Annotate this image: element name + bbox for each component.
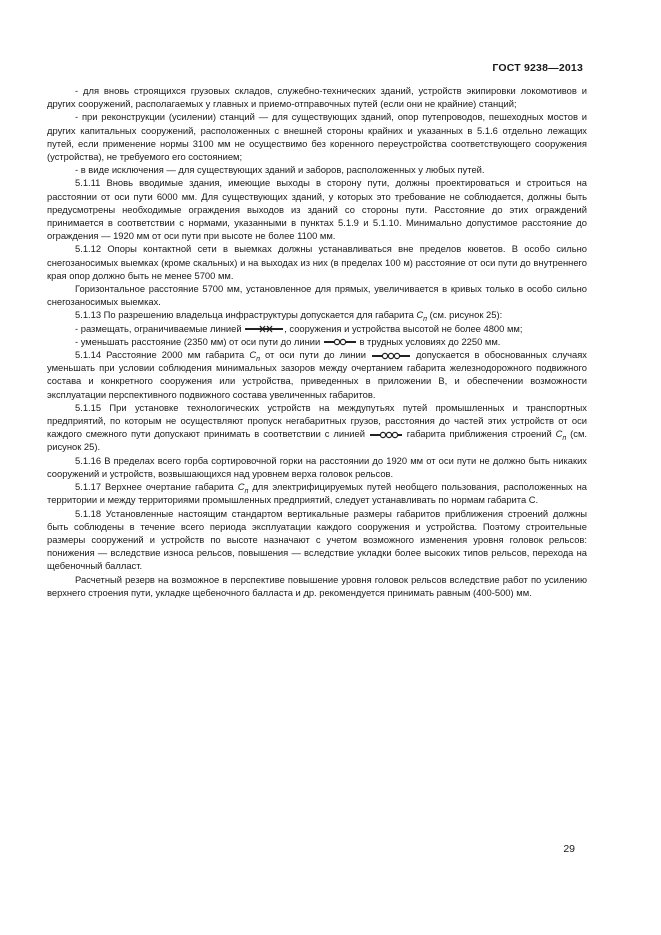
text-span: - размещать, ограничиваемые линией (75, 322, 245, 334)
line-circle-marker-icon (324, 338, 356, 346)
paragraph: - для вновь строящихся грузовых складов, служебно-технических зданий, устройств экипировки локомотивов и других сооружений, располагаемых у главных и приемо-отправочных путей (если они не крайние) станций; (47, 85, 587, 110)
paragraph: 5.1.11 Вновь вводимые здания, имеющие выходы в сторону пути, должны проектироваться и строиться на расстоянии от оси пути 6000 мм. Для существующих зданий, у которых это требование не соблюдается, должны быть предусмотрены необходимые ограждения выходов из зданий со стороны пути. Расстояние до этих ограждений принимается в соответствии с нормами, указанными в пунктах 5.1.9 и 5.1.10. Минимально допустимое расстояние до ограждения — 1920 мм от оси пути при высоте не более 1100 мм. (47, 177, 587, 242)
document-body (47, 84, 587, 599)
line-circle-marker-icon (372, 352, 410, 360)
gabarit-symbol: $С_п$ (249, 349, 260, 363)
text-span: , сооружения и устройства высотой не более 4800 мм; (284, 322, 523, 334)
paragraph (47, 348, 587, 401)
paragraph: Расчетный резерв на возможное в перспективе повышение уровня головок рельсов вследствие работ по усилению верхнего строения пути, укладке щебеночного балласта и др. рекомендуется принимать равным (400-500) мм. (47, 573, 587, 598)
text-span: в трудных условиях до 2250 мм. (356, 335, 501, 347)
gabarit-symbol: $С_п$ (555, 428, 567, 443)
text-span: (см. рисунок 25). (47, 428, 588, 453)
document-header: ГОСТ 9238—2013 (492, 62, 583, 74)
paragraph (47, 335, 587, 348)
text-span: - уменьшать расстояние (2350 мм) от оси пути до линии (75, 335, 323, 347)
page-number: 29 (563, 843, 575, 855)
text-span: 5.1.14 Расстояние 2000 мм габарита (75, 349, 250, 361)
text-span: 5.1.15 При установке технологических устройств на междупутьях путей промышленных и транспортных предприятий, по которым не осуществляют пропуск негабаритных грузов, расстояния до частей этих устройств от оси каждого смежного пути допускают принимать в соответствии с линией (47, 401, 587, 440)
paragraph (47, 401, 587, 454)
text-span: 5.1.13 По разрешению владельца инфраструктуры допускается для габарита (75, 309, 417, 321)
gabarit-symbol: $С_п$ (237, 481, 249, 495)
line-x-marker-icon (245, 325, 283, 333)
text-span: для электрифицируемых путей необщего пользования, расположенных на территории и между территориями промышленных предприятий, следует устанавливать по нормам габарита С. (47, 481, 587, 506)
text-span: (см. рисунок 25): (427, 309, 503, 321)
paragraph: Горизонтальное расстояние 5700 мм, установленное для прямых, увеличивается в кривых только в особо сильно снегозаносимых выемках. (47, 283, 587, 308)
text-span: допускается в обоснованных случаях уменьшать при условии соблюдения минимальных зазоров между очертанием габарита железнодорожного подвижного состава и конкретного сооружения или устройства, приведенных в приложении В, и обеспечении возможности эксплуатации перспективного подвижного состава увеличенных габаритов. (47, 349, 587, 400)
line-circle-marker-icon (370, 431, 402, 439)
paragraph (47, 308, 587, 324)
paragraph: - при реконструкции (усилении) станций — для существующих зданий, опор путепроводов, пешеходных мостов и других капитальных сооружений, расположенных с внешней стороны крайних и указанных в 5.1.6 отдельно лежащих путей, если применение нормы 3100 мм не осуществимо без коренного переустройства соответствующего сооружения (устройства), не требуемого его состоянием; (47, 111, 587, 163)
paragraph (47, 322, 587, 335)
text-span: 5.1.17 Верхнее очертание габарита (75, 481, 238, 493)
paragraph: 5.1.16 В пределах всего горба сортировочной горки на расстоянии до 1920 мм от оси пути не должно быть никаких сооружений и устройств, возвышающихся над уровнем верха головок рельсов. (47, 454, 587, 479)
gabarit-symbol: $С_п$ (416, 309, 428, 324)
paragraph: - в виде исключения — для существующих зданий и заборов, расположенных у любых путей. (75, 164, 485, 176)
paragraph: 5.1.12 Опоры контактной сети в выемках должны устанавливаться вне пределов кюветов. В особо сильно снегозаносимых выемках (кроме скальных) и на выходах из них (в пределах 100 м) расстояние от оси пути до внутреннего края опор должно быть не менее 5700 мм. (47, 243, 587, 281)
text-span: от оси пути до линии (259, 349, 371, 361)
paragraph (47, 480, 587, 506)
paragraph: 5.1.18 Установленные настоящим стандартом вертикальные размеры габаритов приближения строений должны быть соблюдены в течение всего периода эксплуатации каждого сооружения и устройства. Поэтому строительные размеры сооружений и устройств по высоте назначают с учетом возможного изменения уровня головок рельсов: понижения — вследствие износа рельсов, повышения — вследствие укладки более высоких типов рельсов, перехода на щебеночный балласт. (47, 507, 587, 572)
text-span: габарита приближения строений (402, 428, 556, 440)
